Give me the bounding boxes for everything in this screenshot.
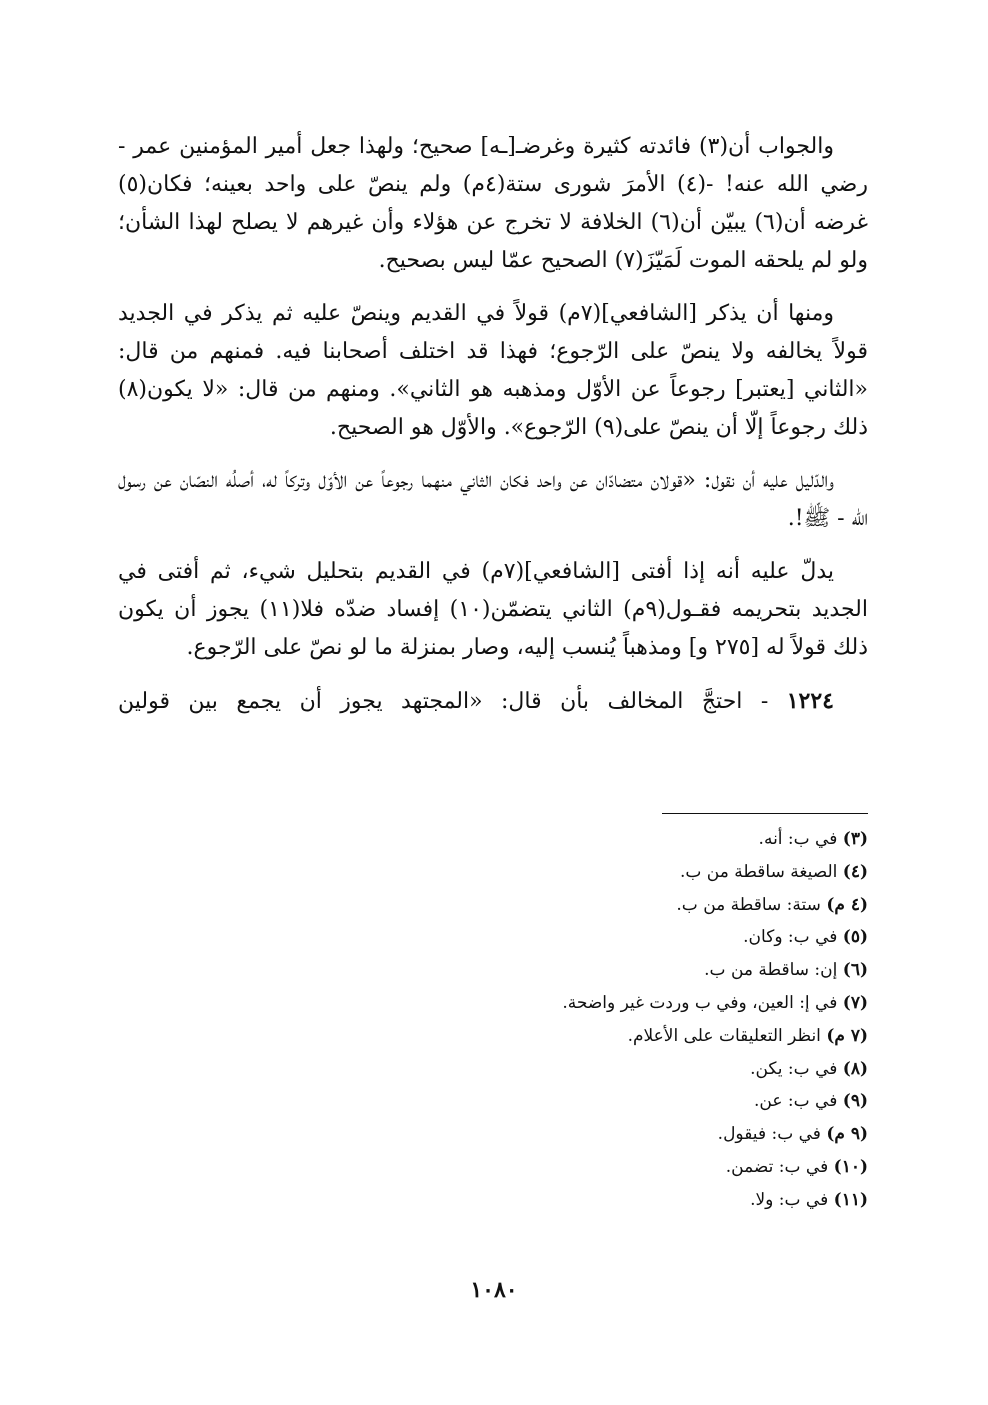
footnote-item <box>368 1118 868 1151</box>
footnote-number: (٨) <box>842 1058 868 1079</box>
footnote-number: (٩ م) <box>826 1124 868 1145</box>
section-number: ١٢٢٤ <box>786 688 834 714</box>
footnote-item <box>368 856 868 889</box>
footnote-item <box>368 823 868 856</box>
footnote-text: في ب: أنه. <box>758 829 843 849</box>
footnote-text: في ب: وكان. <box>743 927 843 948</box>
footnote-item <box>368 889 868 922</box>
main-text-block <box>118 128 868 736</box>
footnote-number: (٦) <box>842 960 868 981</box>
footnote-item <box>368 1184 868 1217</box>
footnote-number: (٤) <box>842 861 868 882</box>
footnote-text: الصيغة ساقطة من ب. <box>679 861 843 882</box>
footnote-number: (١٠) <box>833 1156 868 1177</box>
page-number: ١٠٨٠ <box>470 1277 518 1303</box>
footnote-number: (٤ م) <box>826 894 868 915</box>
paragraph-supporting-evidence: يدلّ عليه أنه إذا أفتى [الشافعي](٧م) في القديم بتحليل شيء، ثم أفتى في الجديد بتحريمه فقـول(٩م) الثاني يتضمّن(١٠) إفساد ضدّه فلا(١١) يجوز أن يكون ذلك قولاً له [٢٧٥ و] ومذهباً يُنسب إليه، وصار بمنزلة ما لو نصّ على الرّجوع. <box>118 559 868 660</box>
paragraph-opponent-argument <box>118 682 868 721</box>
footnote-text: انظر التعليقات على الأعلام. <box>627 1025 827 1046</box>
paragraph-answer: والجواب أن(٣) فائدته كثيرة وغرضـ[ـه] صحيح؛ ولهذا جعل أمير المؤمنين عمر - رضي الله عنه! -(٤) الأمرَ شورى ستة(٤م) ولم ينصّ على واحد بعينه؛ فكان(٥) غرضه أن(٦) يبيّن أن(٦) الخلافة لا تخرج عن هؤلاء وأن غيرهم لا يصلح لهذا الشأن؛ ولو لم يلحقه الموت لَمَيّزَ(٧) الصحيح عمّا ليس بصحيح. <box>118 134 868 273</box>
paragraph-old-new-opinion: ومنها أن يذكر [الشافعي](٧م) قولاً في القديم وينصّ عليه ثم يذكر في الجديد قولاً يخالفه ولا ينصّ على الرّجوع؛ فهذا قد اختلف أصحابنا فيه. فمنهم من قال: «الثاني [يعتبر] رجوعاً عن الأوّل ومذهبه هو الثاني». ومنهم من قال: «لا يكون(٨) ذلك رجوعاً إلّا أن ينصّ على(٩) الرّجوع». والأوّل هو الصحيح. <box>118 301 868 440</box>
footnote-item <box>368 954 868 987</box>
footnote-number: (٩) <box>842 1091 868 1112</box>
footnote-text: في إ: العين، وفي ب وردت غير واضحة. <box>562 992 843 1013</box>
footnote-text: في ب: تضمن. <box>725 1156 834 1177</box>
footnote-item <box>368 987 868 1020</box>
footnote-item <box>368 1085 868 1118</box>
paragraph-evidence: والدّليل عليه أن نقول: «قولان متضادّان عن واحد فكان الثاني منهما رجوعاً عن الأوّل وتركاً له، أصلُه النصّان عن رسول الله - ﷺ!. <box>118 468 868 531</box>
footnote-text: في ب: ولا. <box>750 1189 834 1210</box>
footnote-item <box>368 1020 868 1053</box>
section-text: - احتجَّ المخالف بأن قال: «المجتهد يجوز أن يجمع بين قولين <box>118 689 787 714</box>
footnote-text: ستة: ساقطة من ب. <box>676 894 827 915</box>
footnote-item <box>368 921 868 954</box>
footnote-number: (٧ م) <box>826 1025 868 1046</box>
footnote-text: إن: ساقطة من ب. <box>704 960 843 981</box>
footnote-text: في ب: عن. <box>754 1091 843 1112</box>
footnote-number: (٧) <box>842 992 868 1013</box>
footnote-number: (٥) <box>842 927 868 948</box>
footnote-text: في ب: يكن. <box>750 1058 843 1079</box>
footnote-item <box>368 1053 868 1086</box>
footnote-text: في ب: فيقول. <box>717 1124 827 1145</box>
footnote-number: (١١) <box>833 1189 868 1210</box>
footnote-divider <box>662 813 868 814</box>
footnote-item <box>368 1151 868 1184</box>
footnotes-list <box>368 823 868 1217</box>
footnote-number: (٣) <box>842 829 868 849</box>
